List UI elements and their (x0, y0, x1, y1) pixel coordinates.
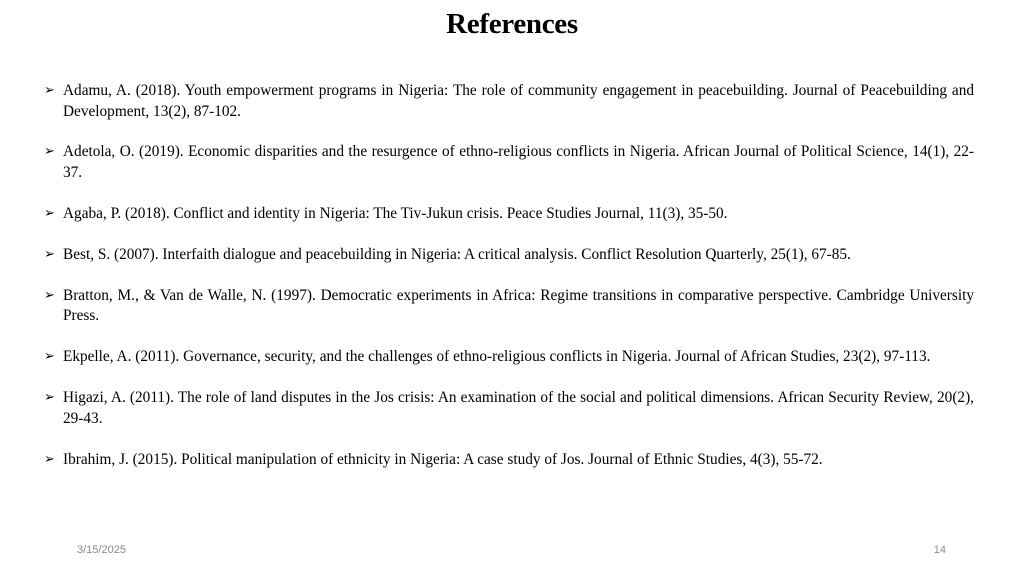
reference-item (44, 245, 974, 266)
reference-list (44, 81, 974, 470)
page-title: References (446, 8, 578, 40)
arrow-bullet-icon: ➢ (44, 144, 55, 160)
arrow-bullet-icon: ➢ (44, 246, 55, 262)
arrow-bullet-icon: ➢ (44, 83, 55, 98)
reference-text: Adetola, O. (2019). Economic disparities and the resurgence of ethno-religious conflicts in Nigeria. African Journal of Political Science, 14(1), 22-37. (63, 143, 974, 182)
reference-text: Agaba, P. (2018). Conflict and identity in Nigeria: The Tiv-Jukun crisis. Peace Studies Journal, 11(3), 35-50. (63, 204, 728, 222)
reference-text: Ekpelle, A. (2011). Governance, security, and the challenges of ethno-religious conflicts in Nigeria. Journal of African Studies, 23(2), 97-113. (63, 348, 931, 366)
reference-item (44, 204, 974, 225)
arrow-bullet-icon: ➢ (44, 451, 55, 467)
arrow-bullet-icon: ➢ (44, 390, 55, 406)
reference-text: Best, S. (2007). Interfaith dialogue and peacebuilding in Nigeria: A critical analysis. Conflict Resolution Quarterly, 25(1), 67-85. (63, 245, 851, 263)
reference-item (44, 142, 974, 183)
slide-number: 14 (933, 544, 946, 556)
arrow-bullet-icon: ➢ (44, 287, 55, 303)
reference-text: Bratton, M., & Van de Walle, N. (1997). Democratic experiments in Africa: Regime transitions in comparative perspective. Cambridge University Press. (63, 286, 974, 325)
reference-item (44, 347, 974, 368)
arrow-bullet-icon: ➢ (44, 205, 55, 221)
reference-item (44, 81, 974, 122)
reference-item (44, 286, 974, 327)
reference-text: Ibrahim, J. (2015). Political manipulation of ethnicity in Nigeria: A case study of Jos. Journal of Ethnic Studies, 4(3), 55-72. (63, 450, 823, 468)
reference-item (44, 450, 974, 471)
arrow-bullet-icon: ➢ (44, 349, 55, 365)
reference-item (44, 388, 974, 429)
reference-text: Higazi, A. (2011). The role of land disputes in the Jos crisis: An examination of the social and political dimensions. African Security Review, 20(2), 29-43. (63, 389, 974, 427)
reference-text: Adamu, A. (2018). Youth empowerment programs in Nigeria: The role of community engagement in peacebuilding. Journal of Peacebuilding and Development, 13(2), 87-102. (63, 82, 974, 120)
footer-date: 3/15/2025 (77, 544, 126, 556)
